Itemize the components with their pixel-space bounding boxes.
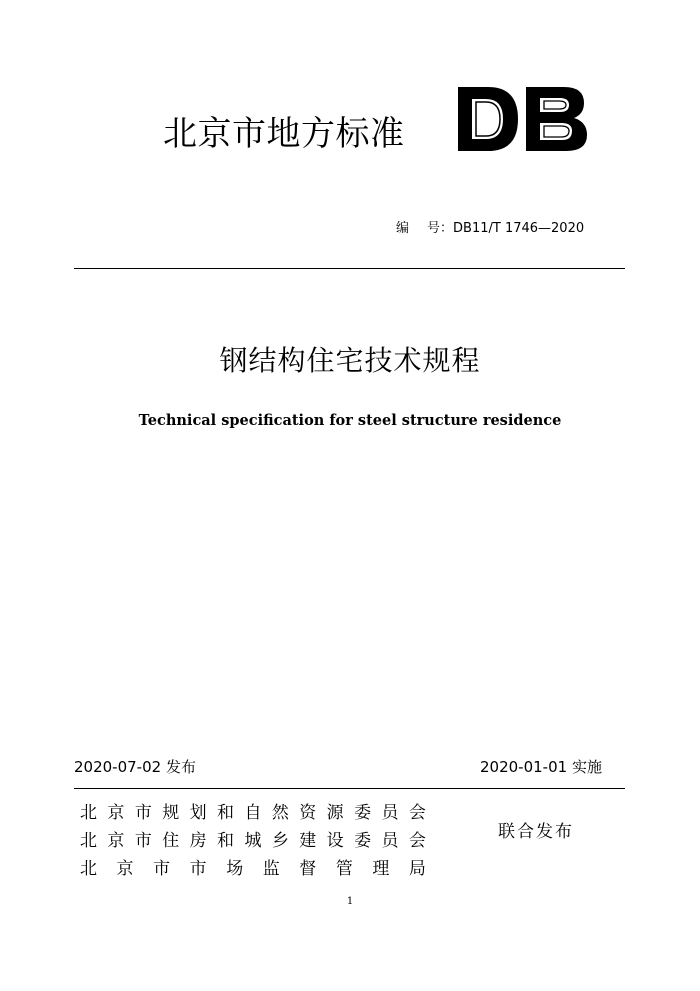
issuer-char: 京	[107, 830, 125, 851]
document-title-chinese: 钢结构住宅技术规程	[219, 344, 481, 377]
document-title-english: Technical specification for steel structure residence	[138, 412, 562, 429]
issuer-char: 委	[354, 802, 372, 823]
issuer-char: 督	[299, 858, 317, 879]
header-divider	[74, 268, 625, 269]
issuer-char: 会	[408, 830, 426, 851]
page-number: 1	[346, 896, 354, 907]
issuer-char: 和	[217, 802, 235, 823]
issuer-char: 员	[381, 830, 399, 851]
issuer-3	[80, 853, 426, 879]
issuer-char: 资	[299, 802, 317, 823]
issuer-char: 市	[153, 858, 171, 879]
standard-number-label-1: 编	[396, 221, 410, 236]
issuer-char: 场	[226, 858, 244, 879]
standard-number-value: DB11/T 1746—2020	[453, 221, 585, 236]
db-logo-text: DB	[456, 84, 458, 85]
issuer-char: 城	[244, 830, 262, 851]
issuer-char: 房	[189, 830, 207, 851]
issuer-char: 市	[189, 858, 207, 879]
publish-date: 2020-07-02 发布	[74, 758, 196, 776]
joint-issue-label: 联合发布	[498, 822, 574, 842]
issuer-char: 然	[271, 802, 289, 823]
standard-number	[396, 220, 584, 238]
issuer-char: 员	[381, 802, 399, 823]
implement-date: 2020-01-01 实施	[480, 758, 602, 776]
issuer-char: 住	[162, 830, 180, 851]
issuer-char: 理	[372, 858, 390, 879]
issuer-char: 源	[326, 802, 344, 823]
issuer-char: 管	[335, 858, 353, 879]
issuer-char: 划	[189, 802, 207, 823]
issuer-char: 北	[80, 802, 97, 823]
issuer-char: 京	[116, 858, 134, 879]
issuer-1	[80, 797, 426, 823]
issuer-char: 规	[162, 802, 180, 823]
issuer-char: 和	[217, 830, 235, 851]
standard-number-label-2: 号：	[427, 221, 454, 236]
issuer-char: 市	[134, 802, 152, 823]
footer-divider	[74, 788, 625, 789]
issuer-char: 北	[80, 858, 97, 879]
issuer-char: 北	[80, 830, 97, 851]
db-logo	[456, 84, 590, 154]
issuer-char: 设	[326, 830, 344, 851]
issuer-char: 乡	[271, 830, 289, 851]
issuer-char: 委	[354, 830, 372, 851]
issuer-char: 会	[408, 802, 426, 823]
issuer-char: 自	[244, 802, 262, 823]
issuer-char: 建	[299, 830, 317, 851]
issuer-char: 京	[107, 802, 125, 823]
standard-type-title: 北京市地方标准	[163, 114, 405, 154]
issuer-char: 局	[408, 858, 426, 879]
issuer-char: 市	[134, 830, 152, 851]
issuer-2	[80, 825, 426, 851]
issuer-char: 监	[262, 858, 280, 879]
